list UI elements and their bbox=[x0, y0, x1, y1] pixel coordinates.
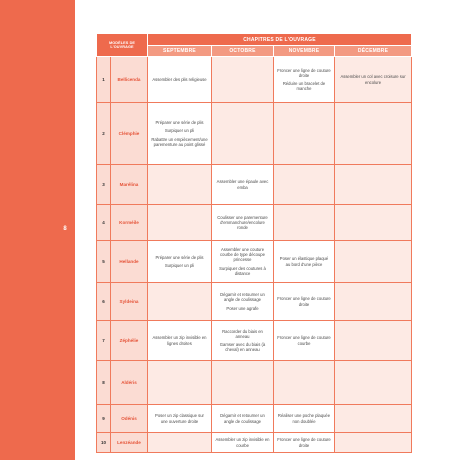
cell-text: Assembler des plis religieuse bbox=[152, 76, 207, 82]
row-number: 2 bbox=[97, 103, 111, 165]
schedule-cell bbox=[212, 57, 274, 103]
cell-text: Froncer une ligne de couture droite bbox=[277, 296, 331, 307]
table-row bbox=[97, 283, 412, 321]
model-name: Bellicenda bbox=[111, 57, 148, 103]
schedule-cell bbox=[335, 283, 412, 321]
schedule-cell bbox=[274, 165, 335, 205]
schedule-cell bbox=[335, 361, 412, 405]
schedule-table bbox=[96, 33, 412, 453]
row-number: 10 bbox=[97, 433, 111, 453]
schedule-cell bbox=[148, 405, 212, 433]
chapters-header: CHAPITRES DE L'OUVRAGE bbox=[148, 34, 412, 46]
table-row bbox=[97, 405, 412, 433]
model-name: Zéphélie bbox=[111, 321, 148, 361]
schedule-cell bbox=[274, 57, 335, 103]
model-name: Syldeina bbox=[111, 283, 148, 321]
schedule-cell bbox=[148, 433, 212, 453]
row-number: 6 bbox=[97, 283, 111, 321]
cell-text: Gamser avec du biais (à cheval) en anneau bbox=[219, 342, 266, 353]
schedule-cell bbox=[274, 103, 335, 165]
cell-text: Poser un zip classique sur une ouverture droite bbox=[155, 413, 204, 424]
schedule-cell bbox=[335, 57, 412, 103]
schedule-cell bbox=[212, 241, 274, 283]
schedule-cell bbox=[148, 165, 212, 205]
cell-text: Poser un élastique plaqué au bord d'une pièce bbox=[279, 256, 329, 267]
cell-text: Surpiquer un pli bbox=[164, 263, 195, 268]
table-row bbox=[97, 205, 412, 241]
row-number: 5 bbox=[97, 241, 111, 283]
month-header: DÉCEMBRE bbox=[335, 46, 412, 57]
cell-text: Assembler une épaule avec emba bbox=[216, 179, 269, 190]
schedule-cell bbox=[212, 405, 274, 433]
schedule-cell bbox=[148, 283, 212, 321]
cell-text: Rabattre un empiècement/une parementure au point glissé bbox=[151, 136, 208, 147]
schedule-cell bbox=[335, 433, 412, 453]
month-header: NOVEMBRE bbox=[274, 46, 335, 57]
row-number: 7 bbox=[97, 321, 111, 361]
cell-text: Assembler un zip invisible en courbe bbox=[215, 437, 270, 448]
cell-text: Assembler un zip invisible en lignes droites bbox=[152, 335, 207, 346]
schedule-cell bbox=[274, 433, 335, 453]
table-row bbox=[97, 321, 412, 361]
schedule-table-wrapper bbox=[96, 33, 411, 453]
row-number: 9 bbox=[97, 405, 111, 433]
table-body bbox=[97, 57, 412, 453]
schedule-cell bbox=[212, 165, 274, 205]
cell-text: Assembler un col avec croisure sur encolure bbox=[340, 74, 406, 85]
row-number: 4 bbox=[97, 205, 111, 241]
cell-text: Surpiquer un pli bbox=[164, 128, 195, 134]
schedule-cell bbox=[212, 361, 274, 405]
row-number: 3 bbox=[97, 165, 111, 205]
cell-text: Dégarnir et retourner un angle de coulissage bbox=[220, 413, 265, 424]
table-row bbox=[97, 361, 412, 405]
schedule-cell bbox=[212, 205, 274, 241]
schedule-cell bbox=[274, 405, 335, 433]
cell-text: Réaliser une poche plaquée non doublée bbox=[277, 413, 331, 424]
table-row bbox=[97, 433, 412, 453]
month-header: SEPTEMBRE bbox=[148, 46, 212, 57]
schedule-cell bbox=[335, 165, 412, 205]
row-number: 1 bbox=[97, 57, 111, 103]
schedule-cell bbox=[274, 205, 335, 241]
schedule-cell bbox=[148, 241, 212, 283]
cell-text: Réduire un bracelet de manche bbox=[282, 81, 326, 92]
page-number: 8 bbox=[63, 226, 67, 232]
cell-text: Coulisser une parementure d'emmanchure/encolure ronde bbox=[217, 214, 268, 231]
cell-text: Préparer une série de plis bbox=[155, 120, 204, 126]
models-header: MODÈLES DE L'OUVRAGE bbox=[97, 34, 148, 57]
schedule-cell bbox=[335, 241, 412, 283]
cell-text: Poser une agrafe bbox=[226, 305, 259, 311]
month-header: OCTOBRE bbox=[212, 46, 274, 57]
cell-text: Froncer une ligne de couture courbe bbox=[277, 335, 331, 346]
cell-text: Assembler une couture courbe de type découpe princesse bbox=[220, 247, 265, 263]
table-row bbox=[97, 57, 412, 103]
model-name: Clémphie bbox=[111, 103, 148, 165]
schedule-cell bbox=[335, 321, 412, 361]
schedule-cell bbox=[274, 241, 335, 283]
model-name: Marélina bbox=[111, 165, 148, 205]
schedule-cell bbox=[274, 283, 335, 321]
schedule-cell bbox=[335, 405, 412, 433]
row-number: 8 bbox=[97, 361, 111, 405]
cell-text: Froncer une ligne de couture droite bbox=[277, 67, 331, 78]
schedule-cell bbox=[335, 205, 412, 241]
table-row bbox=[97, 241, 412, 283]
model-name: Odénis bbox=[111, 405, 148, 433]
schedule-cell bbox=[148, 103, 212, 165]
table-row bbox=[97, 103, 412, 165]
schedule-cell bbox=[212, 283, 274, 321]
schedule-cell bbox=[212, 321, 274, 361]
model-name: Aldéris bbox=[111, 361, 148, 405]
schedule-cell bbox=[212, 433, 274, 453]
schedule-cell bbox=[274, 361, 335, 405]
schedule-cell bbox=[212, 103, 274, 165]
cell-text: Froncer une ligne de couture droite bbox=[277, 437, 331, 448]
schedule-cell bbox=[335, 103, 412, 165]
schedule-cell bbox=[148, 57, 212, 103]
schedule-cell bbox=[148, 205, 212, 241]
model-name: Hellande bbox=[111, 241, 148, 283]
table-row bbox=[97, 165, 412, 205]
schedule-cell bbox=[148, 321, 212, 361]
model-name: Lenzéande bbox=[111, 433, 148, 453]
schedule-cell bbox=[148, 361, 212, 405]
schedule-cell bbox=[274, 321, 335, 361]
cell-text: Surpiquer des coutures à distance bbox=[219, 265, 266, 276]
cell-text: Raccorder du biais en anneau bbox=[222, 328, 263, 339]
cell-text: Préparer une série de plis bbox=[155, 254, 204, 260]
model-name: Korméile bbox=[111, 205, 148, 241]
cell-text: Dégarnir et retourner un angle de coulissage bbox=[220, 292, 265, 303]
